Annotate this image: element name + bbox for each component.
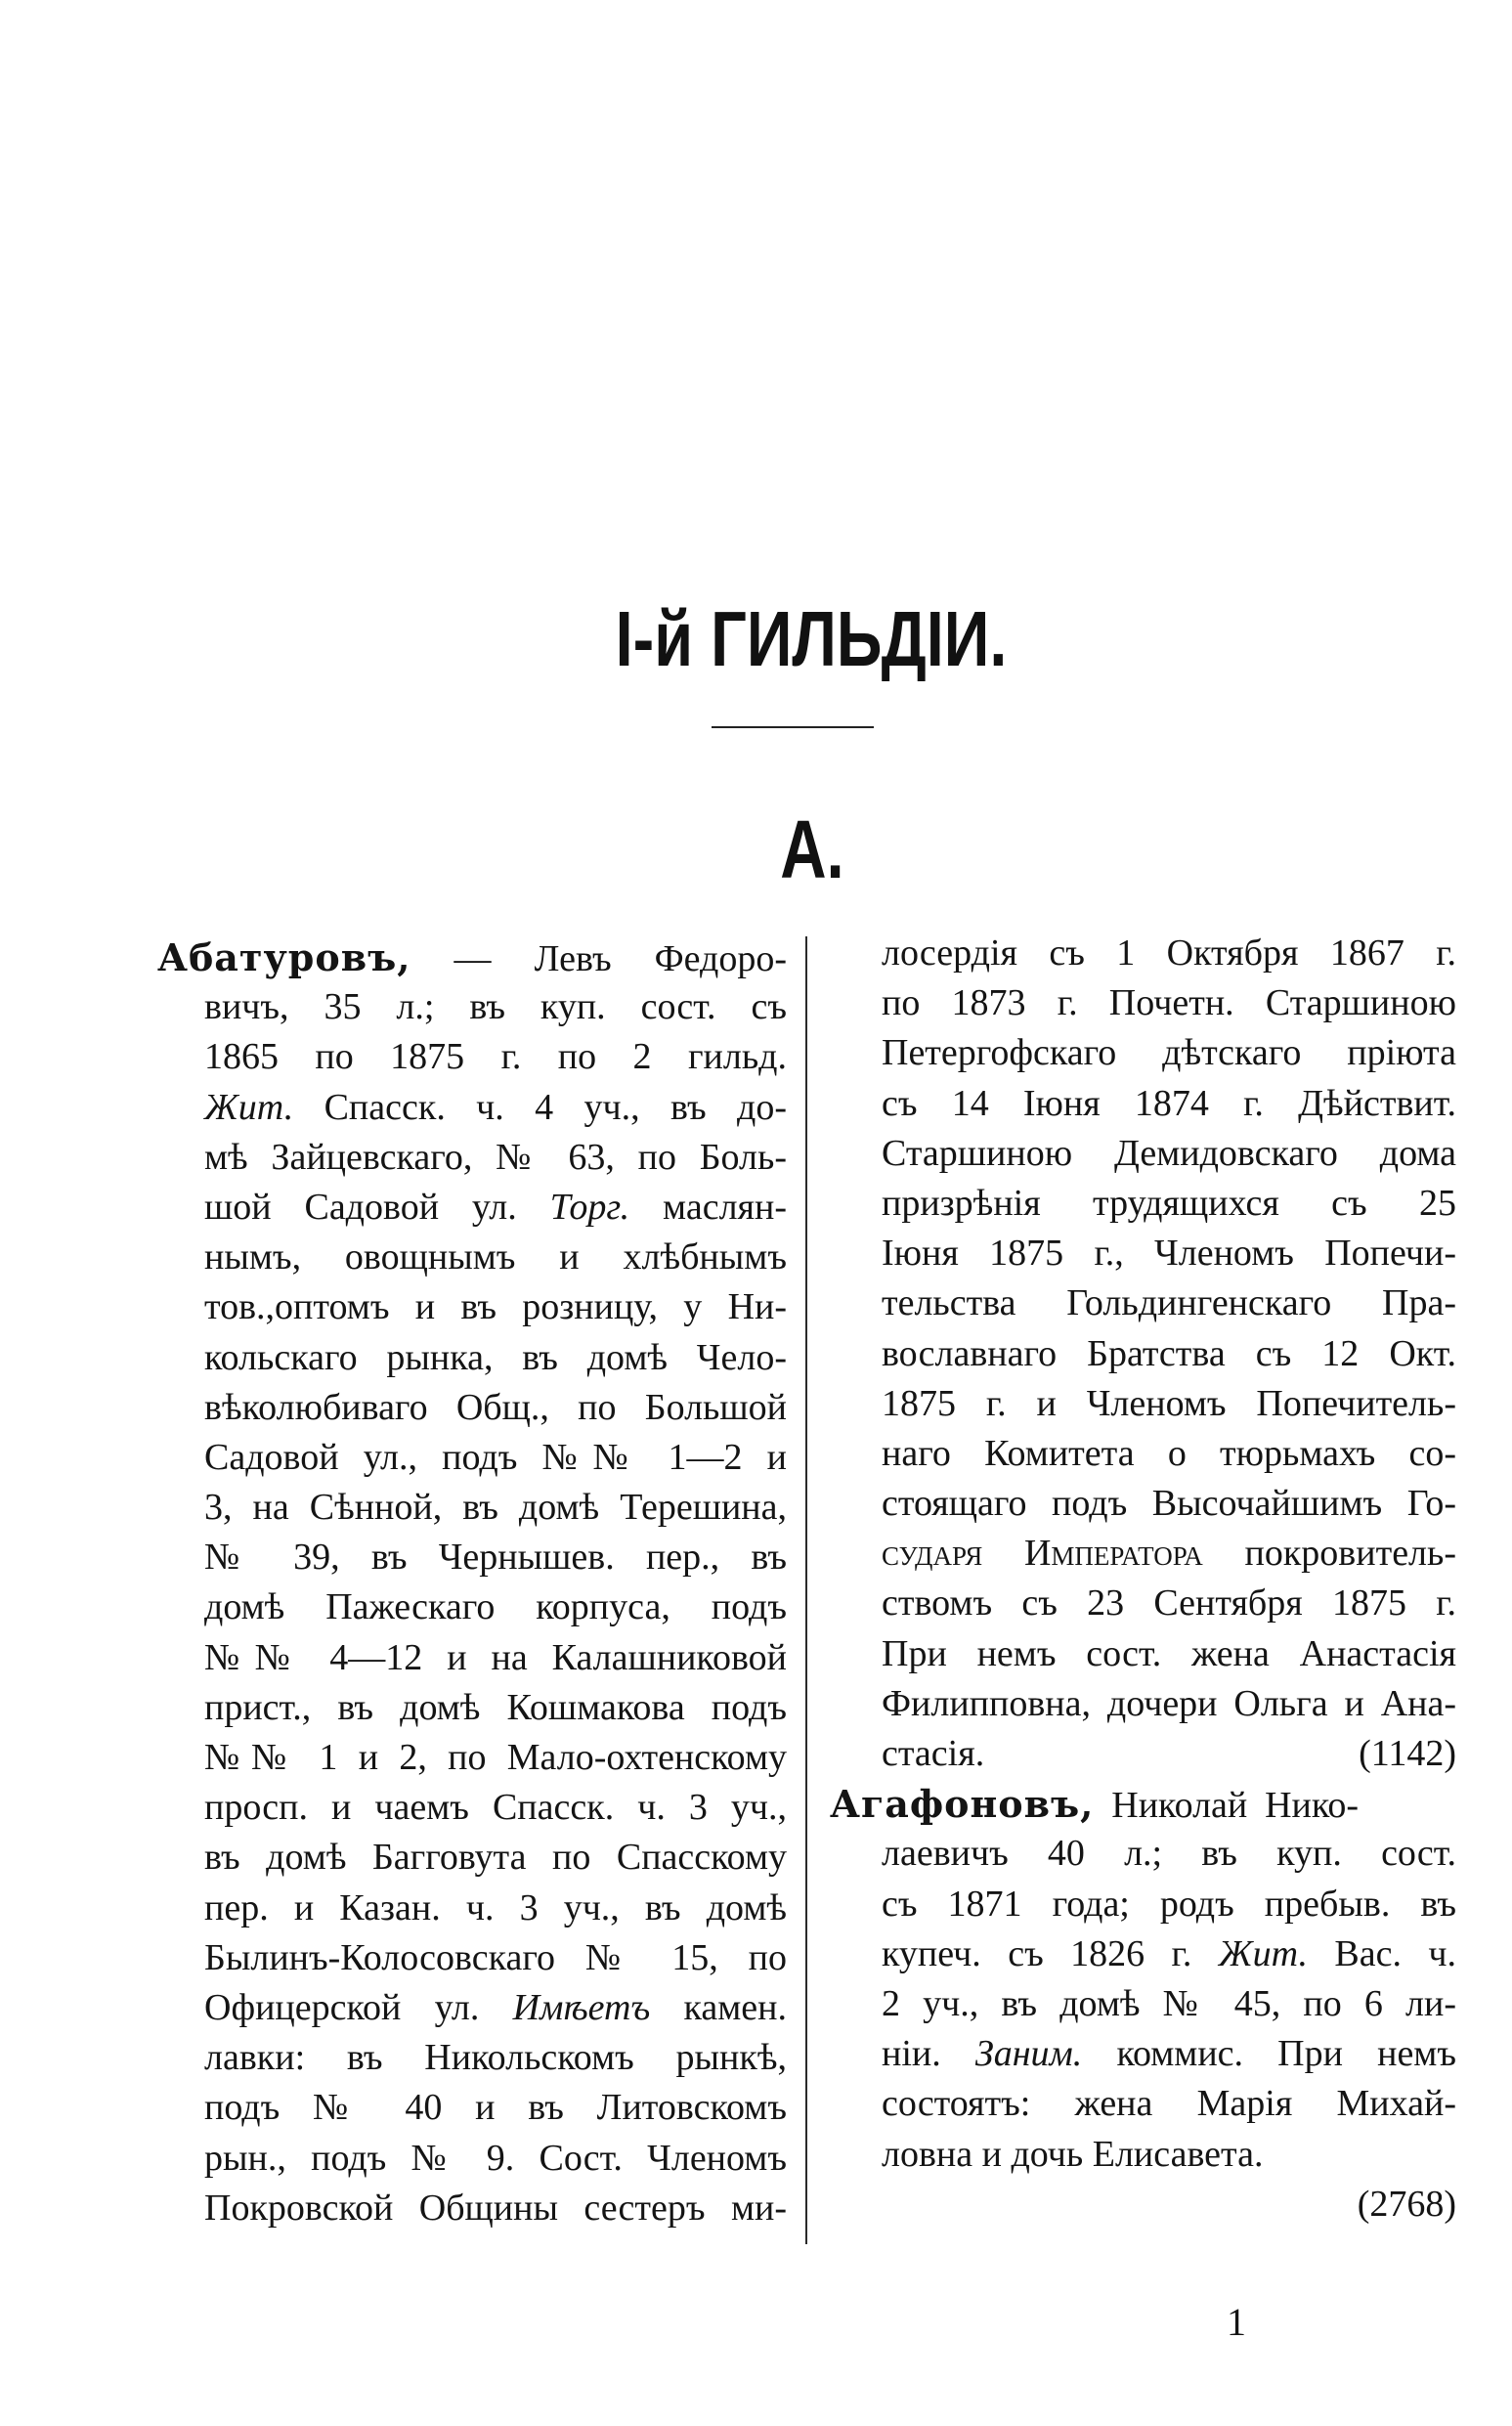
text-line	[204, 2184, 787, 2233]
text-segment: съ 14 Іюня 1874 г. Дѣйствит.	[882, 1082, 1456, 1124]
text-segment: Покровской Общины сестеръ ми-	[204, 2187, 787, 2229]
text-segment: Старшиною Демидовскаго дома	[882, 1132, 1456, 1174]
title-rule	[712, 726, 874, 728]
text-segment: состоятъ: жена Марія Михай-	[882, 2083, 1456, 2125]
text-line	[204, 1483, 787, 1533]
text-segment: вѣколюбиваго Общ., по Большой	[204, 1386, 787, 1428]
text-segment: нымъ, овощнымъ и хлѣбнымъ	[204, 1236, 787, 1278]
text-segment: При немъ сост. жена Анастасія	[882, 1632, 1456, 1674]
text-line	[882, 1079, 1456, 1129]
text-segment: Спасск. ч. 4 уч., въ до-	[293, 1086, 787, 1128]
italic-abbreviation: Жит.	[204, 1086, 294, 1128]
italic-abbreviation: Имѣетъ	[512, 1986, 651, 2028]
text-line	[882, 1679, 1456, 1729]
text-segment: призрѣнія трудящихся съ 25	[882, 1182, 1456, 1224]
text-line	[882, 1379, 1456, 1429]
text-line	[204, 1233, 787, 1282]
text-segment: покровитель-	[1202, 1533, 1457, 1575]
text-segment: стоящаго подъ Высочайшимъ Го-	[882, 1483, 1456, 1525]
text-line	[882, 1129, 1456, 1179]
text-segment: купеч. съ 1826 г.	[882, 1932, 1219, 1974]
text-segment: кольскаго рынка, въ домѣ Чело-	[204, 1336, 787, 1378]
text-line	[204, 1733, 787, 1783]
italic-abbreviation: Заним.	[974, 2033, 1083, 2075]
text-segment: домѣ Пажескаго корпуса, подъ	[204, 1586, 787, 1628]
text-line	[204, 2083, 787, 2133]
text-segment: лавки: въ Никольскомъ рынкѣ,	[204, 2037, 787, 2079]
page-number: 1	[1227, 2300, 1246, 2344]
text-segment: пер. и Казан. ч. 3 уч., въ домѣ	[204, 1886, 787, 1928]
text-line	[204, 1633, 787, 1683]
text-line	[882, 1579, 1456, 1628]
text-line	[882, 2079, 1456, 2129]
text-line	[204, 1683, 787, 1733]
text-line	[204, 982, 787, 1032]
text-segment: Николай Нико-	[1094, 1785, 1360, 1827]
text-segment: Вас. ч.	[1307, 1932, 1456, 1974]
text-line	[882, 1880, 1456, 1929]
right-column	[830, 929, 1457, 2230]
text-segment: просп. и чаемъ Спасск. ч. 3 уч.,	[204, 1787, 787, 1829]
text-line	[204, 1983, 787, 2033]
guild-heading: I-й ГИЛЬДІИ.	[615, 595, 1008, 682]
text-line	[882, 1979, 1456, 2029]
text-line	[882, 1829, 1456, 1879]
text-line	[882, 1429, 1456, 1479]
text-line	[204, 1333, 787, 1383]
entry-surname: Агафоновъ,	[830, 1782, 1095, 1827]
text-segment: Садовой ул., подъ №№ 1—2 и	[204, 1436, 787, 1478]
text-segment: 3, на Сѣнной, въ домѣ Терешина,	[204, 1487, 787, 1529]
text-line	[882, 1028, 1456, 1078]
text-segment: тов.,оптомъ и въ розницу, у Ни-	[204, 1286, 787, 1328]
text-segment: мѣ Зайцевскаго, № 63, по Боль-	[204, 1136, 787, 1178]
text-line	[882, 1179, 1456, 1229]
text-segment: Іюня 1875 г., Членомъ Попечи-	[882, 1233, 1456, 1275]
text-segment: — Левъ Федоро-	[410, 938, 787, 979]
text-segment: наго Комитета о тюрьмахъ со-	[882, 1432, 1456, 1474]
text-segment: ніи.	[882, 2033, 975, 2075]
text-segment: лосердія съ 1 Октября 1867 г.	[882, 932, 1456, 974]
text-line	[204, 1533, 787, 1582]
text-line	[882, 1229, 1456, 1278]
text-line	[882, 1278, 1456, 1328]
text-segment: коммис. При немъ	[1082, 2033, 1456, 2075]
text-line	[882, 1929, 1456, 1979]
text-line	[882, 1729, 1456, 1779]
text-segment: вичъ, 35 л.; въ куп. сост. съ	[204, 986, 787, 1028]
text-segment: Былинъ-Колосовскаго № 15, по	[204, 1936, 787, 1978]
text-line	[204, 1383, 787, 1433]
text-line	[204, 1032, 787, 1082]
text-segment: прист., въ домѣ Кошмакова подъ	[204, 1686, 787, 1728]
text-line	[204, 1582, 787, 1632]
text-segment: шой Садовой ул.	[204, 1186, 550, 1228]
text-segment: ствомъ съ 23 Сентября 1875 г.	[882, 1582, 1456, 1625]
text-line	[882, 1629, 1456, 1679]
text-line	[204, 2033, 787, 2083]
text-line	[204, 1183, 787, 1233]
text-segment: 1875 г. и Членомъ Попечитель-	[882, 1382, 1456, 1424]
entry-surname: Абатуровъ,	[157, 935, 411, 979]
text-line	[204, 2134, 787, 2184]
text-segment: съ 1871 года; родъ пребыв. въ	[882, 1883, 1456, 1925]
italic-abbreviation: Жит.	[1218, 1932, 1308, 1974]
entry-first-line	[157, 932, 787, 982]
text-line	[204, 1433, 787, 1483]
text-line	[882, 1529, 1456, 1579]
text-line	[204, 1133, 787, 1183]
entry-first-line	[830, 1779, 1456, 1829]
small-caps-text: сударя Императора	[882, 1533, 1203, 1575]
text-segment: по 1873 г. Почетн. Старшиною	[882, 982, 1456, 1024]
text-line	[882, 2130, 1456, 2180]
text-line	[204, 1833, 787, 1883]
text-line	[882, 1329, 1456, 1379]
text-segment: вославнаго Братства съ 12 Окт.	[882, 1332, 1456, 1374]
text-line	[882, 929, 1456, 978]
text-segment: лаевичъ 40 л.; въ куп. сост.	[882, 1833, 1456, 1875]
text-line	[204, 1783, 787, 1833]
italic-abbreviation: Торг.	[549, 1186, 630, 1228]
entry-number: (2768)	[1357, 2183, 1456, 2225]
section-letter: А.	[780, 803, 844, 895]
text-segment: рын., подъ № 9. Сост. Членомъ	[204, 2137, 787, 2179]
text-segment: камен.	[650, 1986, 787, 2028]
text-segment: въ домѣ Багговута по Спасскому	[204, 1837, 787, 1879]
left-column	[157, 932, 787, 2233]
text-line	[882, 2180, 1456, 2230]
text-segment: Петергофскаго дѣтскаго пріюта	[882, 1032, 1456, 1074]
text-segment: 1865 по 1875 г. по 2 гильд.	[204, 1036, 787, 1078]
text-segment: № 39, въ Чернышев. пер., въ	[204, 1537, 787, 1579]
text-segment: маслян-	[629, 1186, 787, 1228]
text-segment: №№ 1 и 2, по Мало-охтенскому	[204, 1737, 787, 1778]
text-line	[882, 2029, 1456, 2079]
text-segment: 2 уч., въ домѣ № 45, по 6 ли-	[882, 1982, 1456, 2024]
text-segment: №№ 4—12 и на Калашниковой	[204, 1636, 787, 1678]
text-line	[882, 1479, 1456, 1529]
text-segment: Филипповна, дочери Ольга и Ана-	[882, 1682, 1456, 1724]
text-line	[204, 1282, 787, 1332]
text-line	[204, 1933, 787, 1983]
column-divider	[805, 936, 807, 2244]
text-line	[882, 978, 1456, 1028]
text-line	[204, 1884, 787, 1933]
text-segment: Офицерской ул.	[204, 1986, 513, 2028]
text-segment: ловна и дочь Елисавета.	[882, 2133, 1264, 2175]
text-segment: тельства Гольдингенскаго Пра-	[882, 1282, 1456, 1324]
text-line	[204, 1083, 787, 1133]
text-segment: подъ № 40 и въ Литовскомъ	[204, 2087, 787, 2129]
text-segment: стасія.	[882, 1733, 985, 1774]
entry-number: (1142)	[1359, 1733, 1456, 1774]
